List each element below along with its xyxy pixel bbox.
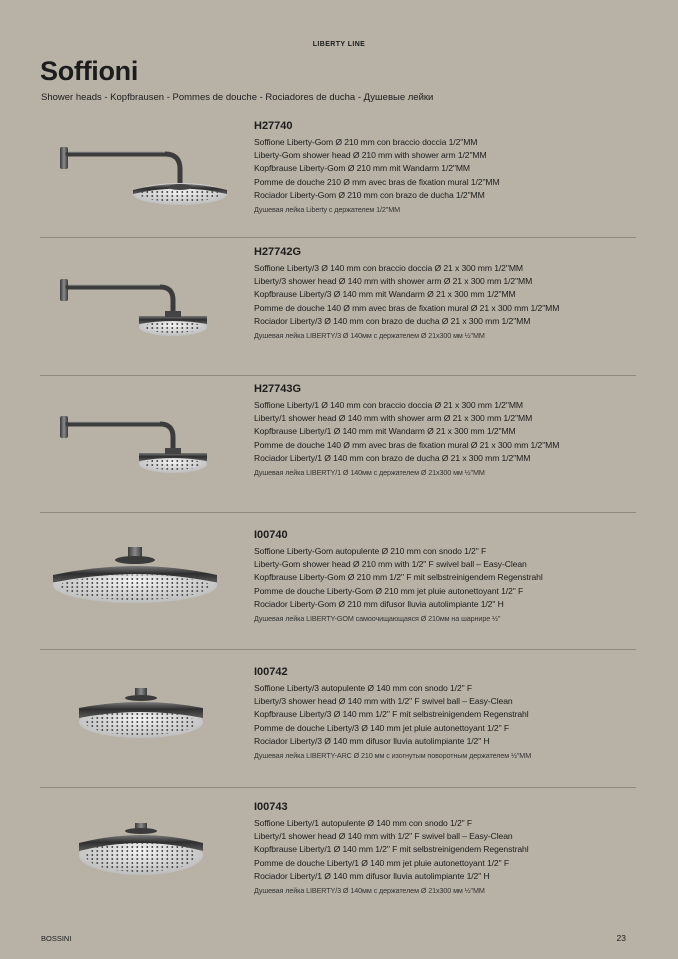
desc-de: Kopfbrause Liberty-Gom Ø 210 mm mit Wandarm 1/2"MM	[254, 163, 470, 174]
desc-de: Kopfbrause Liberty/1 Ø 140 mm 1/2" F mit selbstreinigendem Regenstrahl	[254, 844, 529, 855]
desc-fr: Pomme de douche Liberty/1 Ø 140 mm jet pluie autonettoyant 1/2" F	[254, 857, 509, 868]
desc-fr: Pomme de douche Liberty/3 Ø 140 mm jet pluie autonettoyant 1/2" F	[254, 722, 509, 733]
desc-fr: Pomme de douche 140 Ø mm avec bras de fixation mural Ø 21 x 300 mm 1/2"MM	[254, 302, 560, 313]
desc-ru: Душевая лейка LIBERTY/1 Ø 140мм с держателем Ø 21х300 мм ½"MM	[254, 468, 485, 478]
desc-ru: Душевая лейка LIBERTY-GOM самоочищающаяся Ø 210мм на шарнире ½"	[254, 614, 501, 624]
desc-de: Kopfbrause Liberty/3 Ø 140 mm 1/2" F mit selbstreinigendem Regenstrahl	[254, 709, 529, 720]
product-code: H27742G	[254, 246, 302, 258]
desc-it: Soffione Liberty/1 autopulente Ø 140 mm con snodo 1/2" F	[254, 818, 473, 828]
shower-head-image	[40, 684, 240, 754]
desc-fr: Pomme de douche Liberty-Gom Ø 210 mm jet pluie autonettoyant 1/2" F	[254, 585, 524, 596]
product-code: H27743G	[254, 383, 302, 395]
shower-head-image	[40, 545, 240, 615]
product-code: I00742	[254, 666, 288, 678]
product-row	[40, 666, 636, 788]
desc-es: Rociador Liberty/1 Ø 140 mm difusor lluvia autolimpiante 1/2" H	[254, 870, 490, 881]
desc-it: Soffione Liberty/3 Ø 140 mm con braccio doccia Ø 21 x 300 mm 1/2"MM	[254, 263, 523, 273]
product-code: H27740	[254, 120, 293, 132]
desc-es: Rociador Liberty-Gom Ø 210 mm con brazo de ducha 1/2"MM	[254, 189, 485, 200]
desc-it: Soffione Liberty/3 autopulente Ø 140 mm con snodo 1/2" F	[254, 683, 473, 693]
product-row	[40, 383, 636, 513]
desc-it: Soffione Liberty-Gom autopulente Ø 210 mm con snodo 1/2" F	[254, 546, 487, 556]
shower-head-with-arm-image	[40, 411, 240, 481]
product-row	[40, 120, 636, 238]
product-row	[40, 246, 636, 376]
desc-ru: Душевая лейка LIBERTY/3 Ø 140мм с держателем Ø 21х300 мм ½"MM	[254, 886, 485, 896]
desc-it: Soffione Liberty/1 Ø 140 mm con braccio doccia Ø 21 x 300 mm 1/2"MM	[254, 400, 523, 410]
desc-fr: Pomme de douche 140 Ø mm avec bras de fixation mural Ø 21 x 300 mm 1/2"MM	[254, 439, 560, 450]
page-title: Soffioni	[40, 56, 139, 86]
footer-brand: BOSSINI	[41, 934, 72, 943]
desc-en: Liberty/1 shower head Ø 140 mm with 1/2" F swivel ball – Easy-Clean	[254, 831, 513, 842]
row-divider	[40, 787, 636, 788]
page-subtitle: Shower heads - Kopfbrausen - Pommes de douche - Rociadores de ducha - Душевые лейки	[41, 92, 434, 103]
row-divider	[40, 649, 636, 650]
product-code: I00743	[254, 801, 288, 813]
shower-head-with-arm-image	[40, 274, 240, 344]
product-row	[40, 801, 636, 911]
desc-ru: Душевая лейка LIBERTY/3 Ø 140мм с держателем Ø 21х300 мм ½"MM	[254, 331, 485, 341]
desc-en: Liberty/1 shower head Ø 140 mm with shower arm Ø 21 x 300 mm 1/2"MM	[254, 413, 533, 424]
desc-en: Liberty/3 shower head Ø 140 mm with 1/2" F swivel ball – Easy-Clean	[254, 696, 513, 707]
desc-de: Kopfbrause Liberty/1 Ø 140 mm mit Wandarm Ø 21 x 300 mm 1/2"MM	[254, 426, 516, 437]
product-code: I00740	[254, 529, 288, 541]
product-row	[40, 529, 636, 651]
desc-ru: Душевая лейка LIBERTY-ARC Ø 210 мм с изогнутым поворотным держателем ½"MM	[254, 751, 532, 761]
desc-es: Rociador Liberty-Gom Ø 210 mm difusor lluvia autolimpiante 1/2" H	[254, 598, 504, 609]
desc-es: Rociador Liberty/1 Ø 140 mm con brazo de ducha Ø 21 x 300 mm 1/2"MM	[254, 452, 531, 463]
shower-head-image	[40, 821, 240, 891]
desc-de: Kopfbrause Liberty/3 Ø 140 mm mit Wandarm Ø 21 x 300 mm 1/2"MM	[254, 289, 516, 300]
desc-en: Liberty-Gom shower head Ø 210 mm with 1/2" F swivel ball – Easy-Clean	[254, 559, 527, 570]
desc-fr: Pomme de douche 210 Ø mm avec bras de fixation mural 1/2"MM	[254, 176, 500, 187]
row-divider	[40, 512, 636, 513]
desc-de: Kopfbrause Liberty-Gom Ø 210 mm 1/2" F mit selbstreinigendem Regenstrahl	[254, 572, 543, 583]
desc-en: Liberty-Gom shower head Ø 210 mm with shower arm 1/2"MM	[254, 150, 487, 161]
desc-it: Soffione Liberty-Gom Ø 210 mm con braccio doccia 1/2"MM	[254, 137, 478, 147]
page-number: 23	[616, 933, 626, 943]
desc-ru: Душевая лейка Liberty с держателем 1/2"MM	[254, 205, 401, 215]
shower-head-with-arm-image	[40, 142, 240, 212]
row-divider	[40, 375, 636, 376]
desc-es: Rociador Liberty/3 Ø 140 mm difusor lluvia autolimpiante 1/2" H	[254, 735, 490, 746]
series-label: LIBERTY LINE	[312, 41, 366, 48]
desc-es: Rociador Liberty/3 Ø 140 mm con brazo de ducha Ø 21 x 300 mm 1/2"MM	[254, 315, 531, 326]
row-divider	[40, 237, 636, 238]
desc-en: Liberty/3 shower head Ø 140 mm with shower arm Ø 21 x 300 mm 1/2"MM	[254, 276, 533, 287]
